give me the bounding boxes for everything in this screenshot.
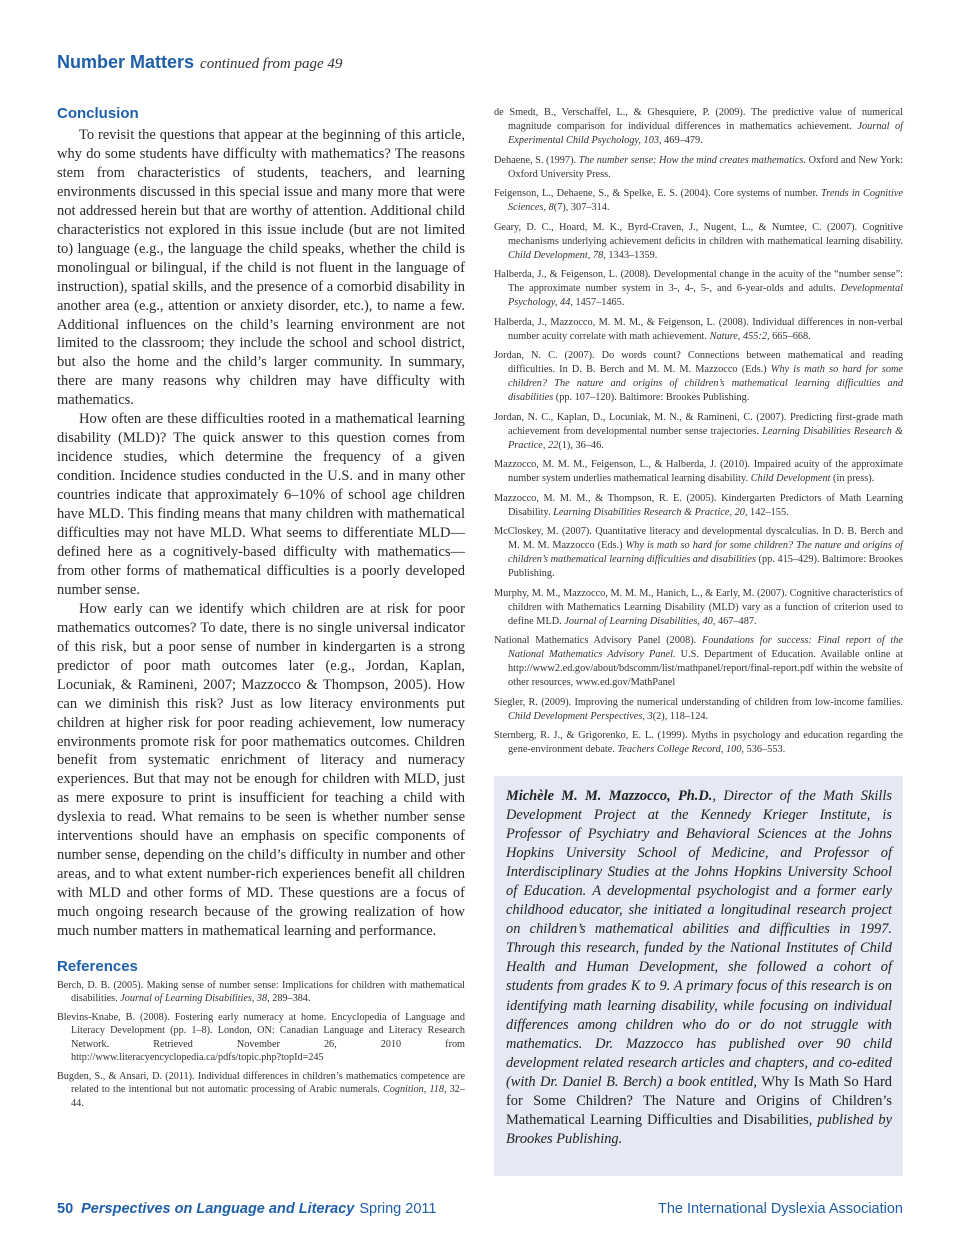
reference-entry	[57, 979, 465, 1006]
reference-entry	[494, 587, 903, 629]
reference-post: (2), 118–124.	[652, 710, 709, 722]
reference-it: Why is math so hard for some children? The nature and origins of children’s mathematical learning difficulties and disabilities	[508, 540, 903, 565]
reference-entry	[494, 154, 903, 182]
reference-pre: Halberda, J., Mazzocco, M. M. M., & Feigenson, L. (2008). Individual differences in non-verbal number acuity correlate with math achievement.	[494, 316, 903, 342]
reference-pre: Geary, D. C., Hoard, M. K., Byrd-Craven, J., Nugent, L., & Numtee, C. (2007). Cognitive mechanisms underlying achievement deficits in children with mathematical learning disability.	[494, 221, 903, 247]
reference-pre: McCloskey, M. (2007). Quantitative literacy and developmental dyscalculias. In D. B. Berch and M. M. M. Mazzocco (Eds.)	[494, 526, 903, 551]
reference-pre: Siegler, R. (2009). Improving the numerical understanding of children from low-income families.	[494, 696, 903, 708]
reference-entry	[494, 525, 903, 581]
continued-note: continued from page 49	[200, 56, 343, 72]
reference-entry	[494, 729, 903, 757]
reference-it: Cognition, 118,	[382, 1084, 447, 1096]
reference-post: (7), 307–314.	[553, 202, 610, 213]
page-number: 50	[57, 1201, 74, 1217]
author-name: Michèle M. M. Mazzocco, Ph.D.	[506, 788, 713, 804]
reference-it: Journal of Learning Disabilities, 40,	[564, 615, 716, 627]
reference-pre: Feigenson, L., Dehaene, S., & Spelke, E. S. (2004). Core systems of number.	[494, 188, 822, 199]
conclusion-paragraph: How early can we identify which children are at risk for poor mathematics outcomes? To date, there is no single universal indicator of this risk, but a poor sense of number in kindergarten is a strong predictor of poor math outcomes later (e.g., Jordan, Kaplan, Locuniak, & Ramineni, 2007; Mazzocco & Thompson, 2005). How can we diminish this risk? Just as low literacy environments put children at higher risk for poor reading achievement, low numeracy environments promote risk for poor mathematics outcomes. Children benefit from systematic enrichment of literacy and numeracy experiences. But that may not be enough for children with MLD, just as mere exposure to print is insufficient for teaching a child with dyslexia to read. What remains to be seen is whether number sense interventions should have an emphasis on specific components of number sense, depending on the child’s difficulty in number and other areas, and to what extent number-rich experiences benefit all children with MLD and other forms of MD. These questions are a focus of much ongoing research because of the growing realization of how much number matters in mathematical learning and performance.	[57, 600, 465, 940]
reference-it: Child Development	[750, 473, 831, 484]
reference-pre: Jordan, N. C. (2007). Do words count? Connections between mathematical and reading difficulties. In D. B. Berch and M. M. M. Mazzocco (Eds.)	[494, 350, 903, 375]
book-title: Why Is Math So Hard for Some Children? The Nature and Origins of Children’s Mathematical Learning Difficulties and Disabilities	[506, 1073, 892, 1128]
reference-post: 1457–1465.	[572, 297, 625, 308]
reference-entry	[494, 696, 903, 724]
reference-post: 32–44.	[71, 1084, 465, 1109]
conclusion-paragraph: How often are these difficulties rooted in a mathematical learning disability (MLD)? The quick answer to this question comes from incidence studies, which determine the frequency of a given condition. Incidence studies conducted in the U.S. and in many other countries indicate that approximately 6–10% of school age children have MLD. This finding means that many children with mathematical difficulties may not have MLD. What seems to differentiate MLD—defined here as a cognitively-based difficulty with mathematics—from other forms of mathematical difficulties is a poorly developed number sense.	[57, 411, 465, 598]
reference-it: Developmental Psychology, 44,	[508, 283, 903, 308]
conclusion-paragraph: To revisit the questions that appear at the beginning of this article, why do some students have difficulty with mathematics? The reasons stem from characteristics of students, teachers, and learning environments discussed in this special issue and many more that were not addressed herein but that are worthy of attention. Additional child characteristics not explored in this issue include (but are not limited to) language (e.g., the language the child speaks, whether the child is monolingual or bilingual, if the child is not fluent in the language of instruction), spatial skills, and the presence of a comorbid disability in another area (e.g., attention or anxiety disorder, etc.), to name a few. Additional influences on the child’s learning environment are not limited to the classroom; they include the school and school district, but also the home and the child’s larger community. In summary, there are many reasons why children may have difficulty with mathematics.	[57, 127, 465, 409]
references-list-right	[494, 106, 903, 757]
reference-entry	[57, 1011, 465, 1065]
author-bio-box	[494, 776, 903, 1176]
reference-entry	[494, 634, 903, 690]
reference-entry	[494, 492, 903, 520]
reference-it: Nature, 455:2,	[709, 330, 770, 342]
reference-pre: Berch, D. B. (2005). Making sense of number sense: Implications for children with mathematical disabilities.	[57, 979, 465, 1005]
column-title: Number Matters	[57, 52, 195, 72]
reference-post: Oxford and New York: Oxford University Press.	[508, 154, 903, 180]
reference-pre: Mazzocco, M. M. M., & Thompson, R. E. (2005). Kindergarten Predictors of Math Learning Disability.	[494, 492, 903, 518]
reference-it: Journal of Learning Disabilities, 38,	[120, 993, 270, 1005]
reference-entry	[57, 1070, 465, 1111]
journal-issue: Spring 2011	[359, 1201, 437, 1217]
reference-post: 142–155.	[747, 506, 789, 518]
reference-pre: Bugden, S., & Ansari, D. (2011). Individual differences in children’s mathematics competence are related to the intentional but not automatic processing of Arabic numerals.	[57, 1070, 465, 1096]
reference-post: U.S. Department of Education. Available online at http://www2.ed.gov/about/bdscomm/list/mathpanel/report/final-report.pdf within the website of other resources, www.ed.gov/MathPanel	[508, 649, 903, 688]
reference-it: Teachers College Record, 100,	[617, 744, 744, 755]
reference-pre: Blevins-Knabe, B. (2008). Fostering early numeracy at home. Encyclopedia of Language and Literacy Development (pp. 1–8). London, ON: Canadian Language and Literacy Research Network. Retrieved November 26, 2010 from http://www.literacyencyclopedia.ca/pdfs/topic.php?topId=245	[57, 1011, 465, 1064]
reference-pre: National Mathematics Advisory Panel (2008).	[494, 635, 702, 646]
reference-post: (1), 36–46.	[558, 439, 604, 451]
reference-pre: Mazzocco, M. M. M., Feigenson, L., & Halberda, J. (2010). Impaired acuity of the approximate number system underlies mathematical learning disability.	[494, 459, 903, 484]
reference-pre: Sternberg, R. J., & Grigorenko, E. L. (1999). Myths in psychology and education regarding the gene-environment debate.	[494, 730, 903, 755]
reference-pre: de Smedt, B., Verschaffel, L., & Ghesquiere, P. (2009). The predictive value of numerical magnitude comparison for individual differences in mathematics achievement.	[494, 107, 903, 132]
reference-post: 665–668.	[769, 330, 811, 342]
reference-it: Learning Disabilities Research & Practice, 20,	[553, 506, 748, 518]
page-header	[57, 52, 342, 73]
reference-it: Child Development, 78,	[508, 249, 606, 261]
reference-post: (pp. 415–429). Baltimore: Brookes Publishing.	[508, 554, 903, 579]
page-footer	[57, 1201, 903, 1217]
left-column	[57, 105, 465, 1115]
reference-entry	[494, 316, 903, 344]
reference-it: Child Development Perspectives, 3	[508, 710, 653, 722]
reference-pre: Murphy, M. M., Mazzocco, M. M. M., Hanich, L., & Early, M. (2007). Cognitive characteristics of children with Mathematics Learning Disability (MLD) vary as a function of criterion used to define MLD.	[494, 587, 903, 627]
journal-name: Perspectives on Language and Literacy	[81, 1201, 355, 1217]
reference-post: 536–553.	[744, 744, 786, 755]
author-bio	[506, 787, 892, 1149]
reference-entry	[494, 268, 903, 310]
reference-entry	[494, 411, 903, 453]
reference-it: The number sense: How the mind creates mathematics.	[578, 154, 806, 166]
author-bio-tail: , published by Brookes Publishing.	[506, 1111, 892, 1147]
reference-it: Why is math so hard for some children? The nature and origins of children’s mathematical learning difficulties and disabilities	[508, 364, 903, 403]
reference-pre: Halberda, J., & Feigenson, L. (2008). Developmental change in the acuity of the “number sense”: The approximate number system in 3-, 4-, 5-, and 6-year-olds and adults.	[494, 269, 903, 294]
right-column	[494, 106, 903, 763]
references-list-left	[57, 979, 465, 1111]
reference-entry	[494, 458, 903, 486]
reference-post: (pp. 107–120). Baltimore: Brookes Publishing.	[553, 392, 750, 403]
author-bio-text: , Director of the Math Skills Development Project at the Kennedy Krieger Institute, is Professor of Psychiatry and Behavioral Sciences at the Johns Hopkins University School of Medicine, and Professor of Interdisciplinary Studies at the Johns Hopkins University School of Education. A developmental psychologist and a former early childhood educator, she initiated a longitudinal research project on children’s mathematical abilities and difficulties in 1997. Through this research, funded by the National Institutes of Child Health and Human Development, she followed a cohort of students from grades K to 9. A primary focus of this research is on identifying math learning disability, while focusing on individual differences among children who do or do not struggle with mathematics. Dr. Mazzocco has published over 90 child development related research articles and chapters, and co-edited (with Dr. Daniel B. Berch) a book entitled,	[506, 788, 892, 1090]
reference-entry	[494, 106, 903, 148]
reference-post: (in press).	[830, 473, 875, 484]
reference-entry	[494, 349, 903, 405]
organization-name: The International Dyslexia Association	[657, 1201, 903, 1217]
reference-it: Foundations for success: Final report of the National Mathematics Advisory Panel.	[508, 635, 904, 660]
reference-post: 1343–1359.	[605, 249, 658, 261]
reference-it: Journal of Experimental Child Psychology, 103,	[508, 121, 903, 146]
conclusion-heading: Conclusion	[57, 105, 139, 122]
reference-pre: Dehaene, S. (1997).	[494, 154, 579, 166]
reference-entry	[494, 221, 903, 263]
reference-post: 469–479.	[661, 135, 703, 146]
references-heading: References	[57, 957, 138, 975]
reference-pre: Jordan, N. C., Kaplan, D., Locuniak, M. N., & Ramineni, C. (2007). Predicting first-grade math achievement from developmental number sense trajectories.	[494, 411, 903, 437]
reference-it: Trends in Cognitive Sciences, 8	[508, 188, 904, 213]
reference-it: Learning Disabilities Research & Practice, 22	[508, 425, 903, 451]
reference-entry	[494, 187, 903, 215]
reference-post: 289–384.	[269, 993, 311, 1005]
reference-post: 467–487.	[715, 615, 757, 627]
